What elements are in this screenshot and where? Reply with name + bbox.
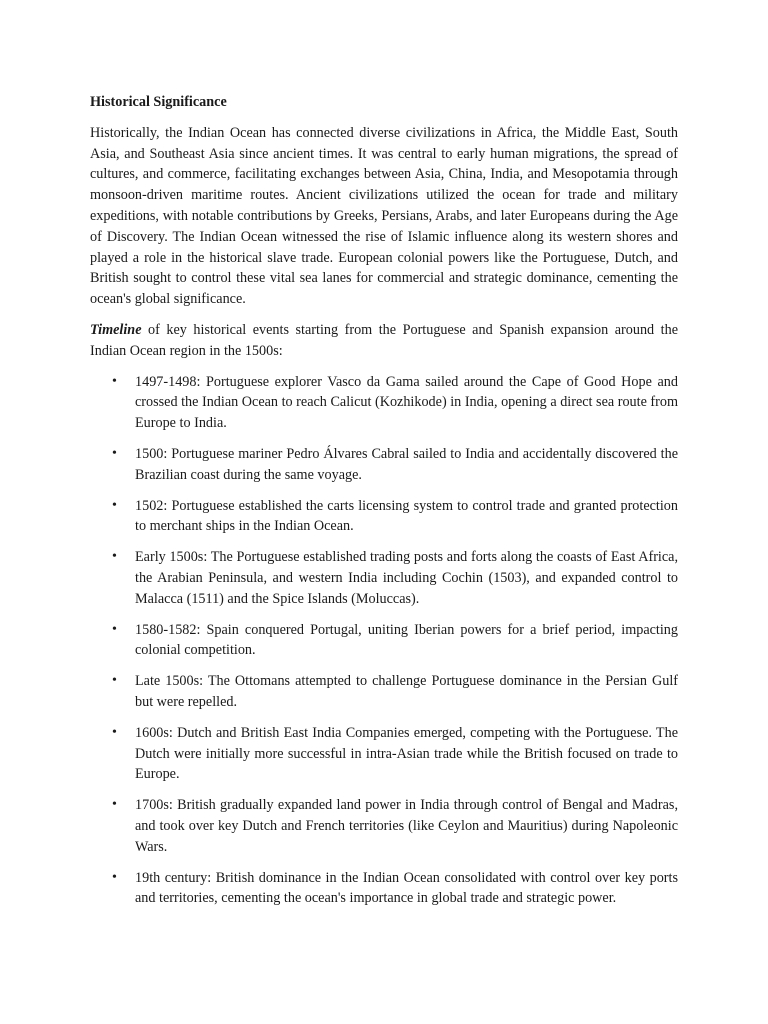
list-item [90,671,678,713]
history-paragraph: Historically, the Indian Ocean has connected diverse civilizations in Africa, the Middle East, South Asia, and Southeast Asia since ancient times. It was central to early human migrations, the spread of cultures, and commerce, facilitating exchanges between Asia, China, India, and Mesopotamia through monsoon-driven maritime routes. Ancient civilizations utilized the ocean for trade and military expeditions, with notable contributions by Greeks, Persians, Arabs, and later Europeans during the Age of Discovery. The Indian Ocean witnessed the rise of Islamic influence along its western shores and played a role in the historical slave trade. European colonial powers like the Portuguese, Dutch, and British sought to control these vital sea lanes for commercial and strategic dominance, cementing the ocean's global significance. [90,124,678,308]
timeline-intro [90,320,678,362]
list-item [90,795,678,857]
section-heading: Historical Significance [90,94,227,110]
list-item-text: 1502: Portuguese established the carts licensing system to control trade and granted protection to merchant ships in the Indian Ocean. [135,497,678,535]
bullet-icon: • [112,445,117,461]
document-page [90,92,678,919]
bullet-icon: • [112,724,117,740]
bullet-icon: • [112,497,117,513]
bullet-icon: • [112,869,117,885]
timeline-list [90,372,678,910]
timeline-intro-text: of key historical events starting from the Portuguese and Spanish expansion around the Indian Ocean region in the 1500s: [90,321,678,359]
bullet-icon: • [112,373,117,389]
timeline-keyword: Timeline [90,321,142,338]
list-item [90,372,678,434]
list-item [90,496,678,538]
list-item-text: 19th century: British dominance in the Indian Ocean consolidated with control over key ports and territories, cementing the ocean's importance in global trade and strategic power. [135,869,678,907]
list-item-text: 1500: Portuguese mariner Pedro Álvares Cabral sailed to India and accidentally discovered the Brazilian coast during the same voyage. [135,445,678,483]
bullet-icon: • [112,621,117,637]
list-item-text: 1600s: Dutch and British East India Companies emerged, competing with the Portuguese. The Dutch were initially more successful in intra-Asian trade while the British focused on trade to Europe. [135,724,678,783]
list-item [90,547,678,609]
list-item-text: 1700s: British gradually expanded land power in India through control of Bengal and Madras, and took over key Dutch and French territories (like Ceylon and Mauritius) during Napoleonic Wars. [135,797,678,855]
list-item-text: 1497-1498: Portuguese explorer Vasco da Gama sailed around the Cape of Good Hope and crossed the Indian Ocean to reach Calicut (Kozhikode) in India, opening a direct sea route from Europe to India. [135,373,678,432]
list-item [90,868,678,910]
bullet-icon: • [112,797,117,813]
list-item-text: Late 1500s: The Ottomans attempted to challenge Portuguese dominance in the Persian Gulf but were repelled. [135,673,678,710]
bullet-icon: • [112,549,117,565]
list-item [90,444,678,486]
bullet-icon: • [112,673,117,689]
list-item-text: 1580-1582: Spain conquered Portugal, uniting Iberian powers for a brief period, impacting colonial competition. [135,621,678,659]
list-item [90,620,678,662]
list-item [90,723,678,785]
list-item-text: Early 1500s: The Portuguese established trading posts and forts along the coasts of East Africa, the Arabian Peninsula, and western India including Cochin (1503), and expanded control to Malacca (1511) and the Spice Islands (Moluccas). [135,549,678,607]
